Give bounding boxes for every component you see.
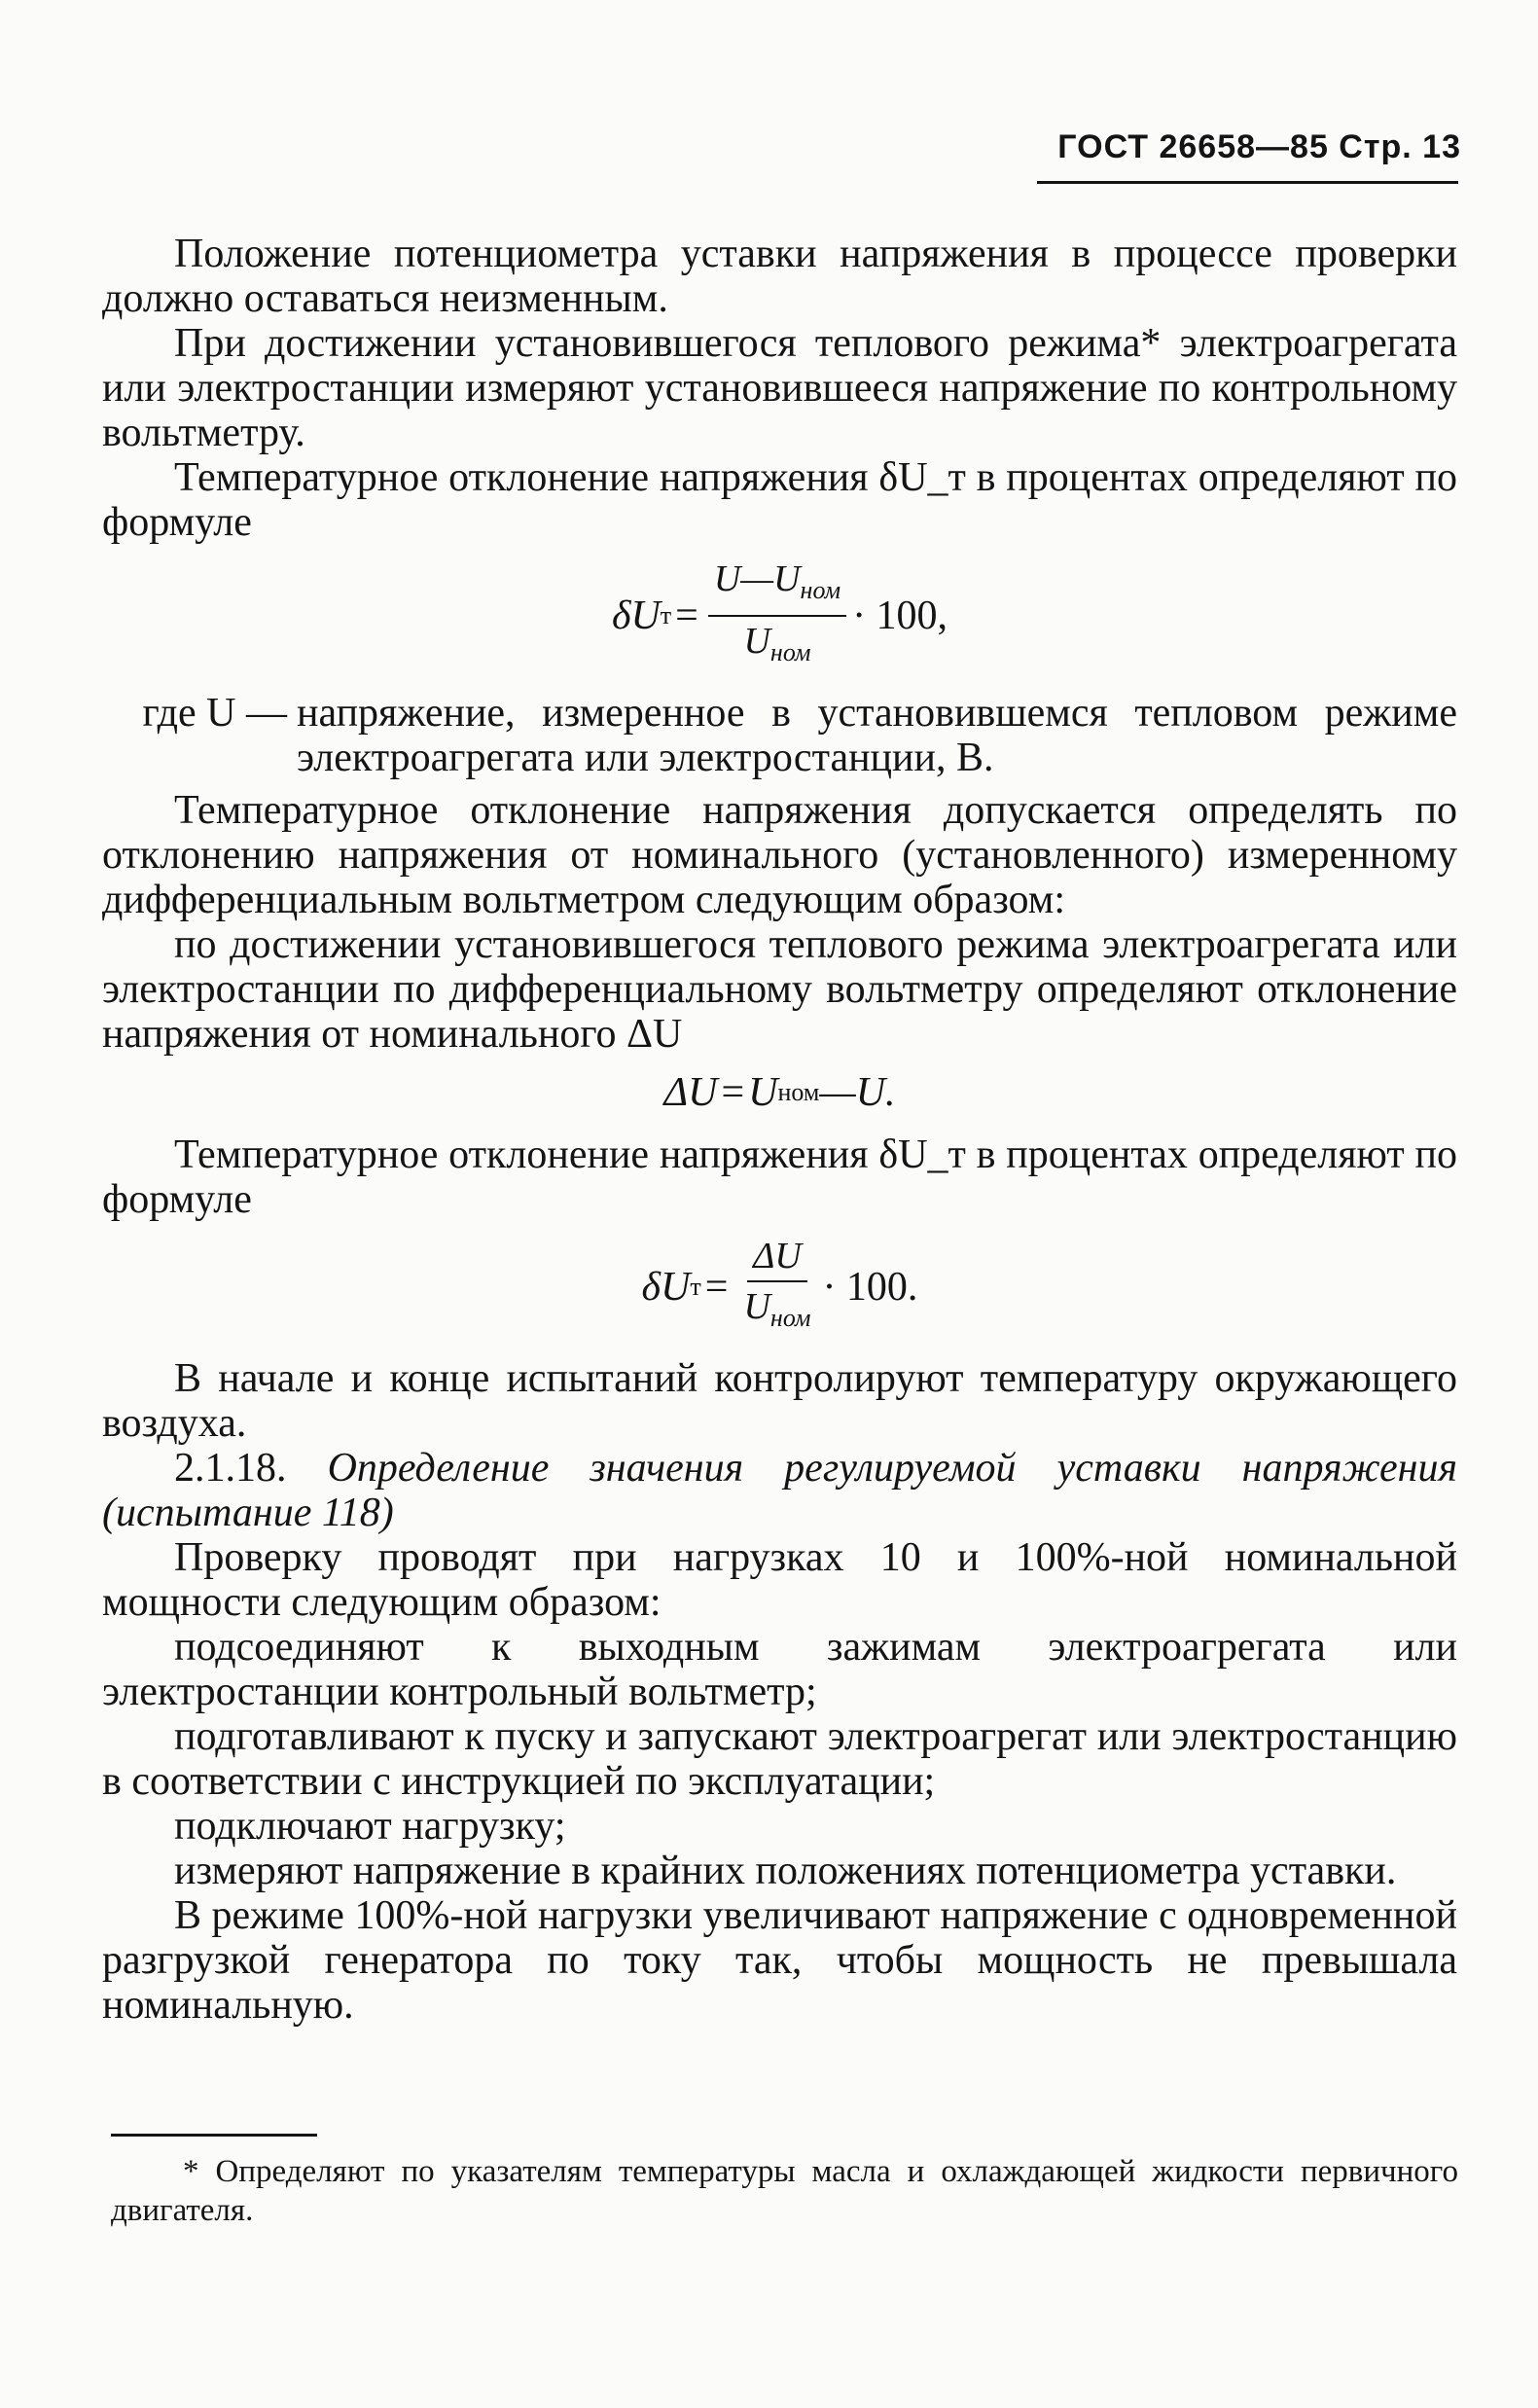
where-text: напряжение, измеренное в установившемся тепловом режиме электроагрегата или электростанции, В. <box>297 691 1457 780</box>
where-key: где U — <box>142 691 287 736</box>
paragraph-1: Положение потенциометра уставки напряжения в процессе проверки должно оставаться неизменным. <box>102 232 1457 321</box>
formula-3 <box>102 1236 1457 1339</box>
formula-1-denominator-sub: ном <box>769 638 811 666</box>
formula-1-numerator-sub: ном <box>800 576 841 604</box>
section-title: Определение значения регулируемой уставки напряжения (испытание 118) <box>102 1446 1457 1535</box>
paragraph-3: Температурное отклонение напряжения δU_т в процентах определяют по формуле <box>102 455 1457 545</box>
formula-1-fraction <box>708 558 846 673</box>
paragraph-7: Температурное отклонение напряжения δU_т в процентах определяют по формуле <box>102 1132 1457 1222</box>
paragraph-6: по достижении установившегося теплового режима электроагрегата или электростанции по дифференциальному вольтметру определяют отклонение напряжения от номинального ΔU <box>102 922 1457 1057</box>
paragraph-10: Проверку проводят при нагрузках 10 и 100%-ной номинальной мощности следующим образом: <box>102 1535 1457 1625</box>
paragraph-9 <box>102 1446 1457 1535</box>
formula-3-lhs-sub: т <box>690 1273 701 1301</box>
paragraph-13: подключают нагрузку; <box>174 1804 566 1849</box>
formula-2-eq: = <box>721 1070 745 1115</box>
formula-2-lhs: ΔU <box>663 1070 718 1115</box>
formula-2-rhs-sub: ном <box>777 1078 820 1106</box>
formula-1-tail: · 100, <box>852 593 948 638</box>
formula-3-numerator: ΔU <box>753 1236 802 1276</box>
paragraph-11: подсоединяют к выходным зажимам электроагрегата или электростанции контрольный вольтметр; <box>102 1625 1457 1714</box>
formula-3-eq: = <box>704 1265 729 1310</box>
paragraph-15: В режиме 100%-ной нагрузки увеличивают напряжение с одновременной разгрузкой генератора по току так, чтобы мощность не превышала номинальную. <box>102 1893 1457 2028</box>
formula-1-lhs-sub: т <box>660 601 672 629</box>
formula-3-lhs: δU <box>641 1265 691 1310</box>
formula-3-fraction <box>737 1236 816 1339</box>
section-number: 2.1.18. <box>174 1446 287 1491</box>
header-rule <box>1037 181 1458 184</box>
where-clause <box>102 691 1457 780</box>
footnote: * Определяют по указателям температуры масла и охлаждающей жидкости первичного двигателя. <box>111 2154 1458 2228</box>
paragraph-2: При достижении установившегося теплового режима* электроагрегата или электростанции измеряют установившееся напряжение по контрольному вольтметру. <box>102 321 1457 455</box>
formula-3-denominator: U <box>743 1286 770 1327</box>
formula-1-numerator: U—U <box>713 558 801 599</box>
formula-2 <box>102 1070 1457 1115</box>
paragraph-8: В начале и конце испытаний контролируют температуру окружающего воздуха. <box>102 1356 1457 1446</box>
page-header: ГОСТ 26658—85 Стр. 13 <box>1057 128 1461 165</box>
body-text <box>102 232 1457 2028</box>
formula-3-tail: · 100. <box>822 1265 918 1310</box>
formula-3-denominator-sub: ном <box>769 1304 811 1332</box>
footnote-rule <box>111 2134 317 2137</box>
paragraph-14: измеряют напряжение в крайних положениях потенциометра уставки. <box>174 1849 1397 1893</box>
formula-1-eq: = <box>675 593 698 638</box>
formula-1-lhs: δU <box>611 593 661 638</box>
paragraph-12: подготавливают к пуску и запускают электроагрегат или электростанцию в соответствии с инструкцией по эксплуатации; <box>102 1714 1457 1804</box>
formula-2-tail: —U. <box>819 1070 896 1115</box>
formula-1-denominator: U <box>743 621 770 662</box>
paragraph-5: Температурное отклонение напряжения допускается определять по отклонению напряжения от номинального (установленного) измеренному дифференциальным вольтметром следующим образом: <box>102 788 1457 922</box>
formula-1 <box>102 558 1457 673</box>
formula-2-rhs: U <box>748 1070 778 1115</box>
